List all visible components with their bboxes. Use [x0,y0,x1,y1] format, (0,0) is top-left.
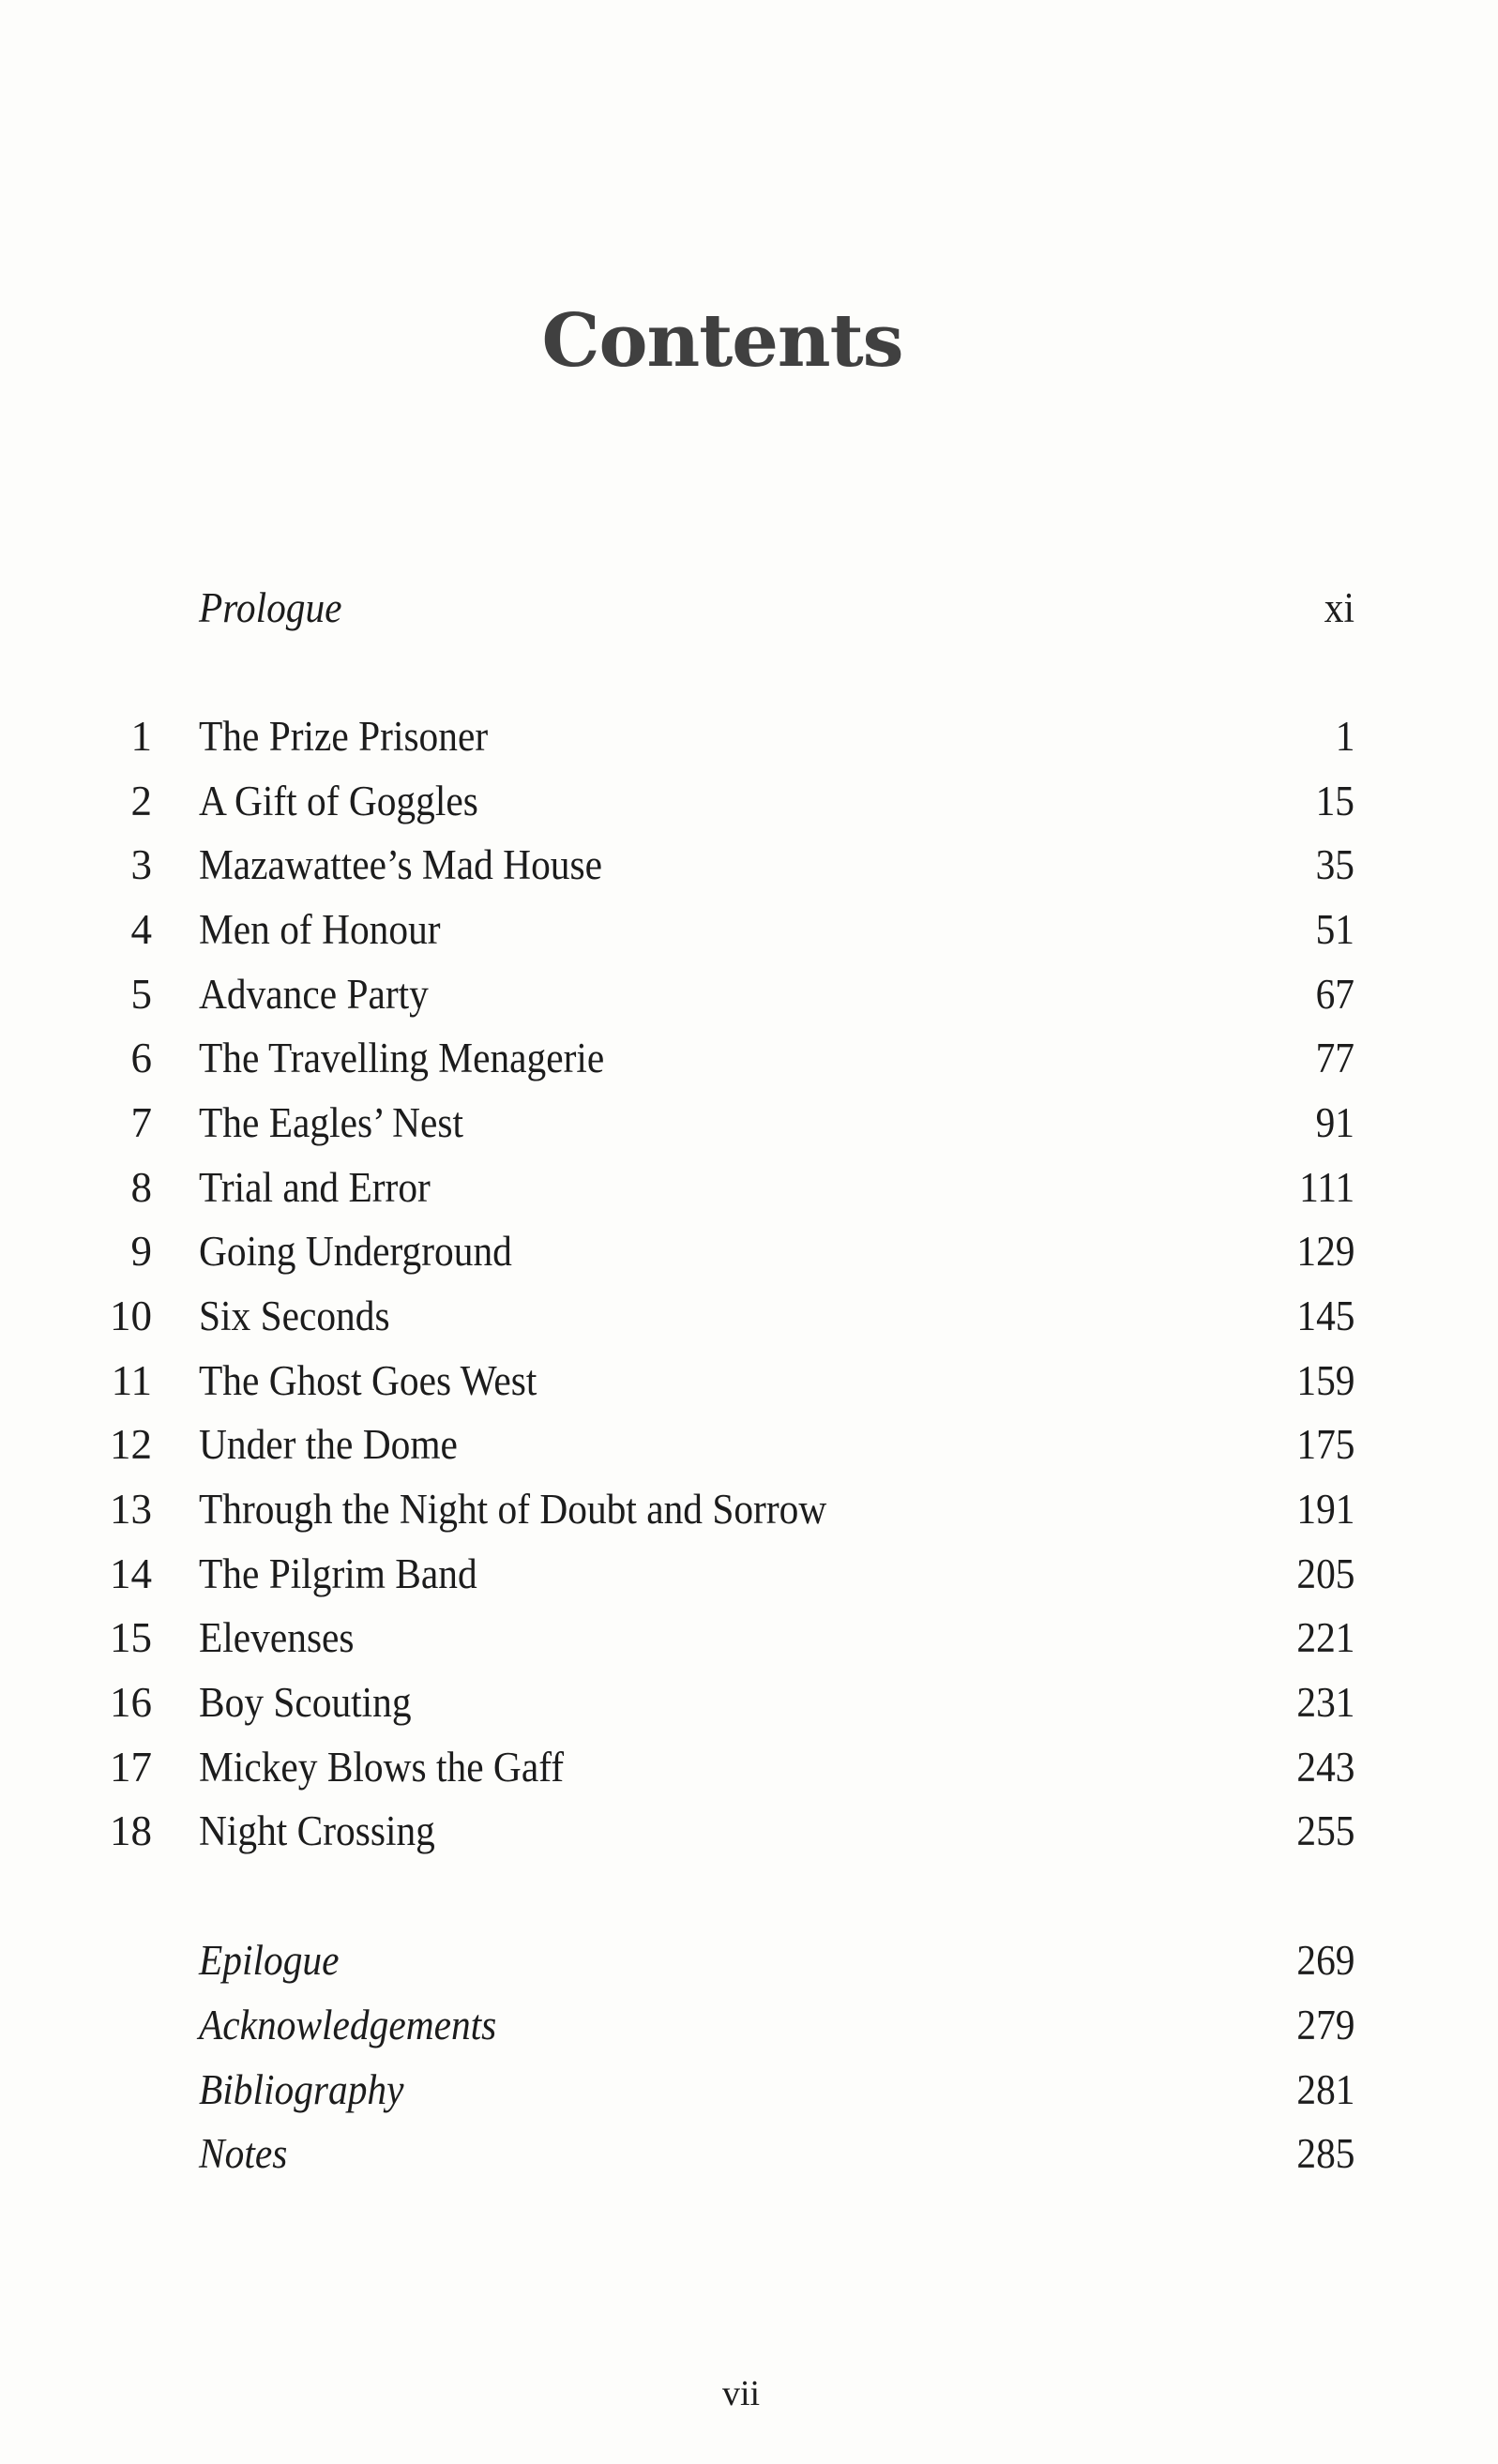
toc-chapter-entry [0,708,1498,764]
toc-chapter-entry [0,837,1498,893]
section-title: Notes [199,2130,288,2177]
chapter-title: Trial and Error [199,1164,431,1211]
chapter-number: 13 [110,1486,152,1533]
section-title: Bibliography [199,2066,404,2113]
page-reference: 145 [1295,1292,1354,1339]
toc-chapter-entry [0,966,1498,1022]
toc-chapter-entry [0,1610,1498,1666]
chapter-title: Mickey Blows the Gaff [199,1744,565,1791]
chapter-number: 5 [130,971,152,1018]
chapter-title: Men of Honour [199,906,441,953]
page-reference: 191 [1295,1486,1354,1533]
chapter-title: The Prize Prisoner [199,713,489,760]
section-title: Epilogue [199,1937,340,1984]
chapter-title: The Eagles’ Nest [199,1099,464,1146]
page-reference: 243 [1295,1744,1354,1791]
page-reference: 77 [1315,1035,1354,1081]
page-reference: 91 [1315,1099,1354,1146]
page-reference: 35 [1315,841,1354,888]
toc-chapter-entry [0,773,1498,829]
chapter-number: 15 [110,1614,152,1661]
toc-chapter-entry [0,1030,1498,1086]
toc-back-matter-entry [0,1932,1498,1988]
chapter-title: Going Underground [199,1228,512,1275]
chapter-title: Under the Dome [199,1421,458,1468]
page-reference: xi [1324,584,1354,631]
page-reference: 205 [1295,1550,1354,1597]
page-reference: 129 [1295,1228,1354,1275]
page-reference: 279 [1295,2002,1354,2048]
toc-chapter-entry [0,1803,1498,1859]
page-reference: 67 [1315,971,1354,1018]
chapter-number: 9 [130,1228,152,1275]
page-reference: 255 [1295,1807,1354,1854]
page-reference: 175 [1295,1421,1354,1468]
page-reference: 51 [1315,906,1354,953]
chapter-title: Through the Night of Doubt and Sorrow [199,1486,827,1533]
chapter-title: The Pilgrim Band [199,1550,477,1597]
chapter-title: The Ghost Goes West [199,1357,537,1404]
toc-chapter-entry [0,1674,1498,1731]
toc-chapter-entry [0,1416,1498,1473]
page-reference: 221 [1295,1614,1354,1661]
chapter-title: Mazawattee’s Mad House [199,841,602,888]
chapter-number: 8 [130,1164,152,1211]
toc-chapter-entry [0,1546,1498,1602]
page-reference: 111 [1298,1164,1354,1211]
section-title: Prologue [199,584,342,631]
chapter-title: The Travelling Menagerie [199,1035,605,1081]
page-reference: 285 [1295,2130,1354,2177]
chapter-number: 12 [110,1421,152,1468]
chapter-title: Night Crossing [199,1807,435,1854]
page-reference: 15 [1315,778,1354,824]
toc-back-matter-entry [0,1997,1498,2053]
chapter-number: 10 [110,1292,152,1339]
chapter-number: 18 [110,1807,152,1854]
section-title: Acknowledgements [199,2002,497,2048]
chapter-number: 11 [111,1357,152,1404]
chapter-number: 1 [130,713,152,760]
chapter-title: Elevenses [199,1614,355,1661]
chapter-title: Six Seconds [199,1292,390,1339]
chapter-number: 6 [130,1035,152,1081]
toc-chapter-entry [0,1353,1498,1409]
chapter-number: 3 [130,841,152,888]
page-number-folio: vii [721,2374,761,2413]
toc-back-matter-entry [0,2062,1498,2118]
page-reference: 1 [1335,713,1354,760]
toc-chapter-entry [0,1288,1498,1344]
page-reference: 281 [1295,2066,1354,2113]
chapter-number: 14 [110,1550,152,1597]
chapter-number: 2 [130,778,152,824]
page-reference: 269 [1295,1937,1354,1984]
toc-chapter-entry [0,1739,1498,1795]
chapter-number: 16 [110,1679,152,1726]
toc-chapter-entry [0,1481,1498,1537]
toc-front-matter-entry [0,580,1498,636]
chapter-number: 17 [110,1744,152,1791]
toc-chapter-entry [0,1095,1498,1151]
chapter-number: 4 [130,906,152,953]
toc-back-matter-entry [0,2125,1498,2182]
page-reference: 159 [1295,1357,1354,1404]
chapter-title: Boy Scouting [199,1679,412,1726]
toc-chapter-entry [0,901,1498,958]
toc-chapter-entry [0,1159,1498,1216]
chapter-number: 7 [130,1099,152,1146]
page-title: Contents [541,298,903,384]
toc-chapter-entry [0,1223,1498,1279]
chapter-title: A Gift of Goggles [199,778,478,824]
chapter-title: Advance Party [199,971,429,1018]
page-reference: 231 [1295,1679,1354,1726]
